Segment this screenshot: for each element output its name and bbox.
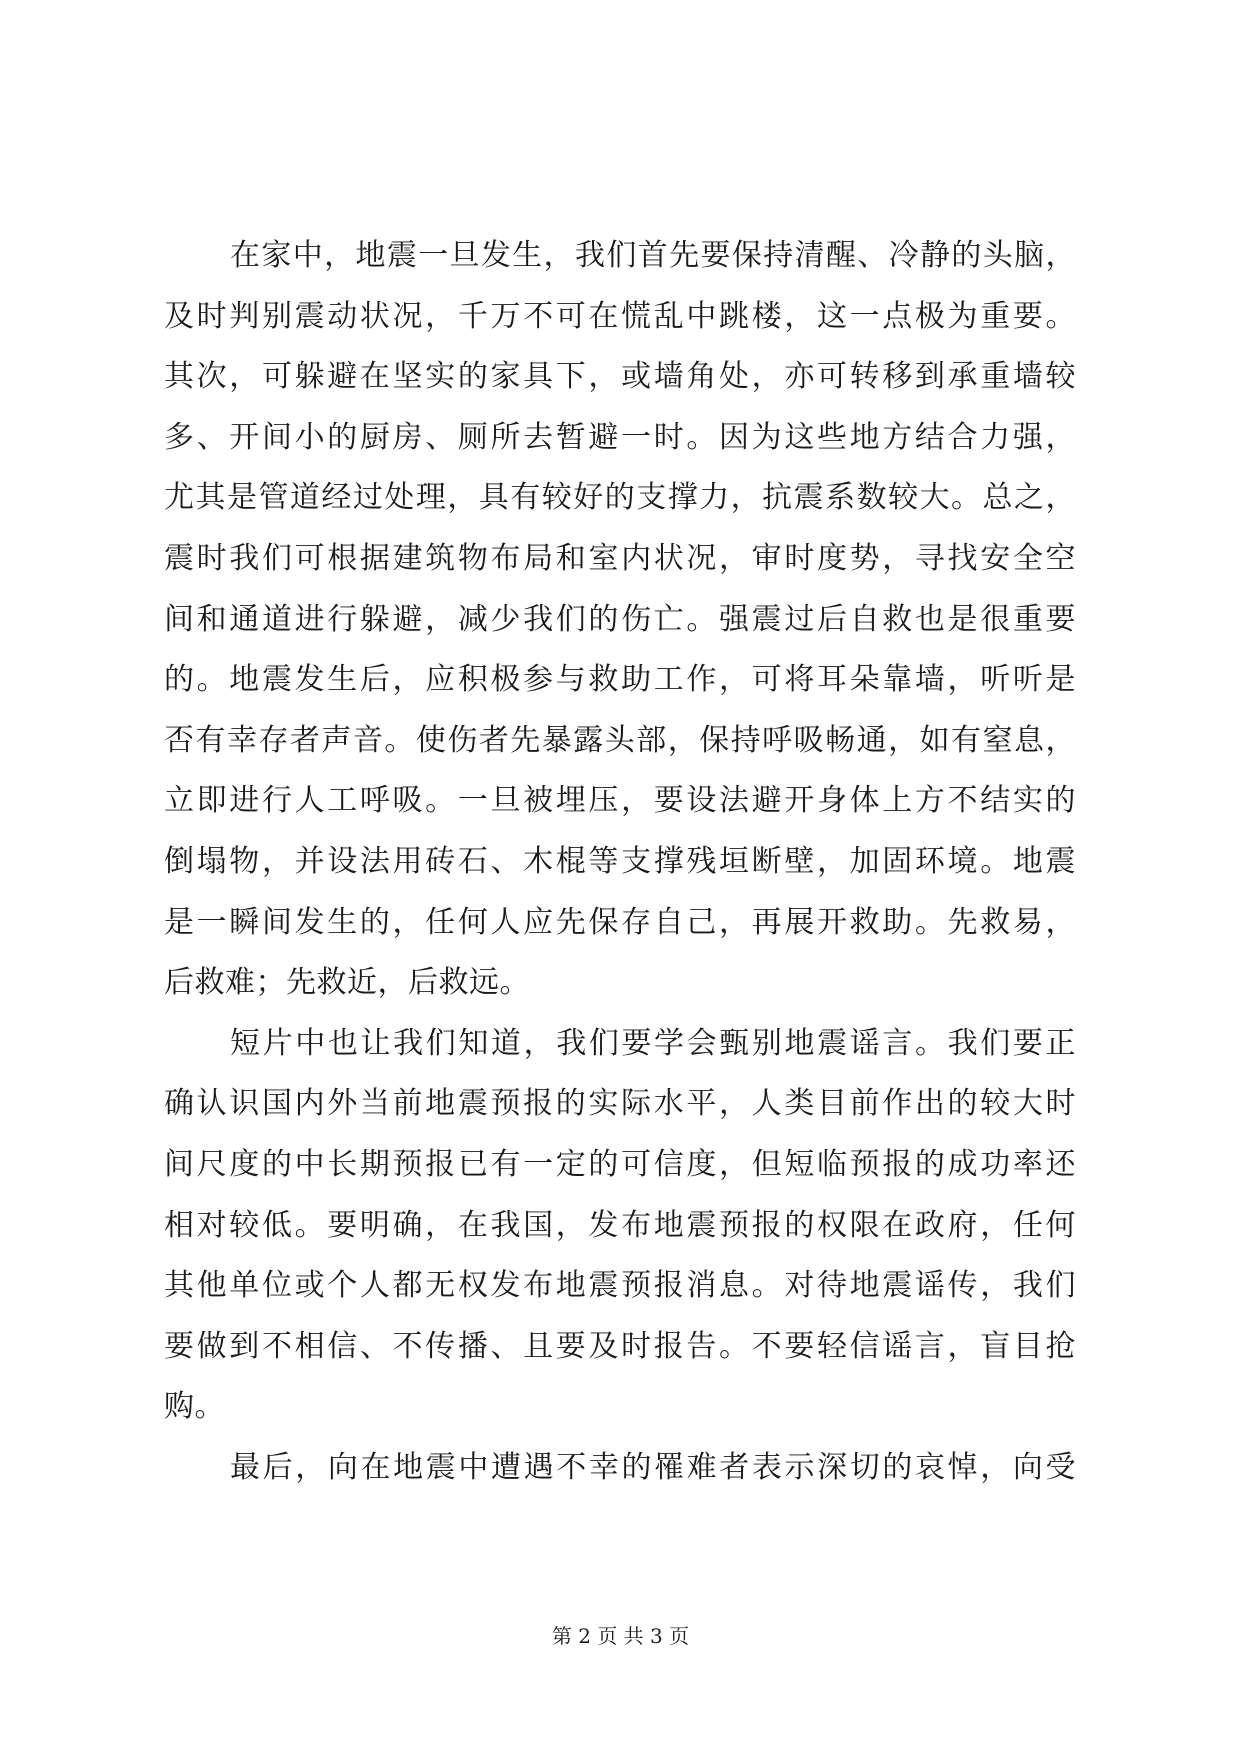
paragraph-line: 是一瞬间发生的，任何人应先保存自己，再展开救助。先救易， bbox=[164, 904, 1076, 940]
paragraph-line: 震时我们可根据建筑物布局和室内状况，审时度势，寻找安全空 bbox=[164, 540, 1076, 576]
paragraph-line: 在家中，地震一旦发生，我们首先要保持清醒、冷静的头脑， bbox=[230, 238, 1076, 273]
paragraph-line: 否有幸存者声音。使伤者先暴露头部，保持呼吸畅通，如有窒息， bbox=[164, 722, 1076, 758]
paragraph-line: 确认识国内外当前地震预报的实际水平，人类目前作出的较大时 bbox=[164, 1086, 1076, 1122]
paragraph-line: 间和通道进行躲避，减少我们的伤亡。强震过后自救也是很重要 bbox=[164, 601, 1076, 637]
page-number-footer: 第 2 页 共 3 页 bbox=[551, 1624, 690, 1648]
paragraph-line: 后救难；先救近，后救远。 bbox=[164, 965, 530, 1001]
paragraph-line: 立即进行人工呼吸。一旦被埋压，要设法避开身体上方不结实的 bbox=[164, 783, 1076, 819]
paragraph-line: 多、开间小的厨房、厕所去暂避一时。因为这些地方结合力强， bbox=[164, 419, 1076, 455]
paragraph-line: 其他单位或个人都无权发布地震预报消息。对待地震谣传，我们 bbox=[164, 1268, 1076, 1304]
paragraph-line: 尤其是管道经过处理，具有较好的支撑力，抗震系数较大。总之， bbox=[164, 480, 1076, 516]
paragraph-line: 其次，可躲避在坚实的家具下，或墙角处，亦可转移到承重墙较 bbox=[164, 359, 1076, 395]
paragraph-line: 及时判别震动状况，千万不可在慌乱中跳楼，这一点极为重要。 bbox=[164, 298, 1076, 334]
paragraph-line: 购。 bbox=[164, 1389, 225, 1425]
document-body bbox=[164, 226, 1076, 1498]
paragraph-line: 的。地震发生后，应积极参与救助工作，可将耳朵靠墙，听听是 bbox=[164, 662, 1076, 698]
paragraph-line: 间尺度的中长期预报已有一定的可信度，但短临预报的成功率还 bbox=[164, 1146, 1076, 1182]
paragraph-line: 相对较低。要明确，在我国，发布地震预报的权限在政府，任何 bbox=[164, 1207, 1076, 1243]
paragraph-line: 倒塌物，并设法用砖石、木棍等支撑残垣断壁，加固环境。地震 bbox=[164, 843, 1076, 879]
paragraph-line: 要做到不相信、不传播、且要及时报告。不要轻信谣言，盲目抢 bbox=[164, 1328, 1076, 1364]
paragraph-line: 短片中也让我们知道，我们要学会甄别地震谣言。我们要正 bbox=[230, 1025, 1076, 1061]
paragraph-line: 最后，向在地震中遭遇不幸的罹难者表示深切的哀悼，向受 bbox=[230, 1449, 1076, 1485]
